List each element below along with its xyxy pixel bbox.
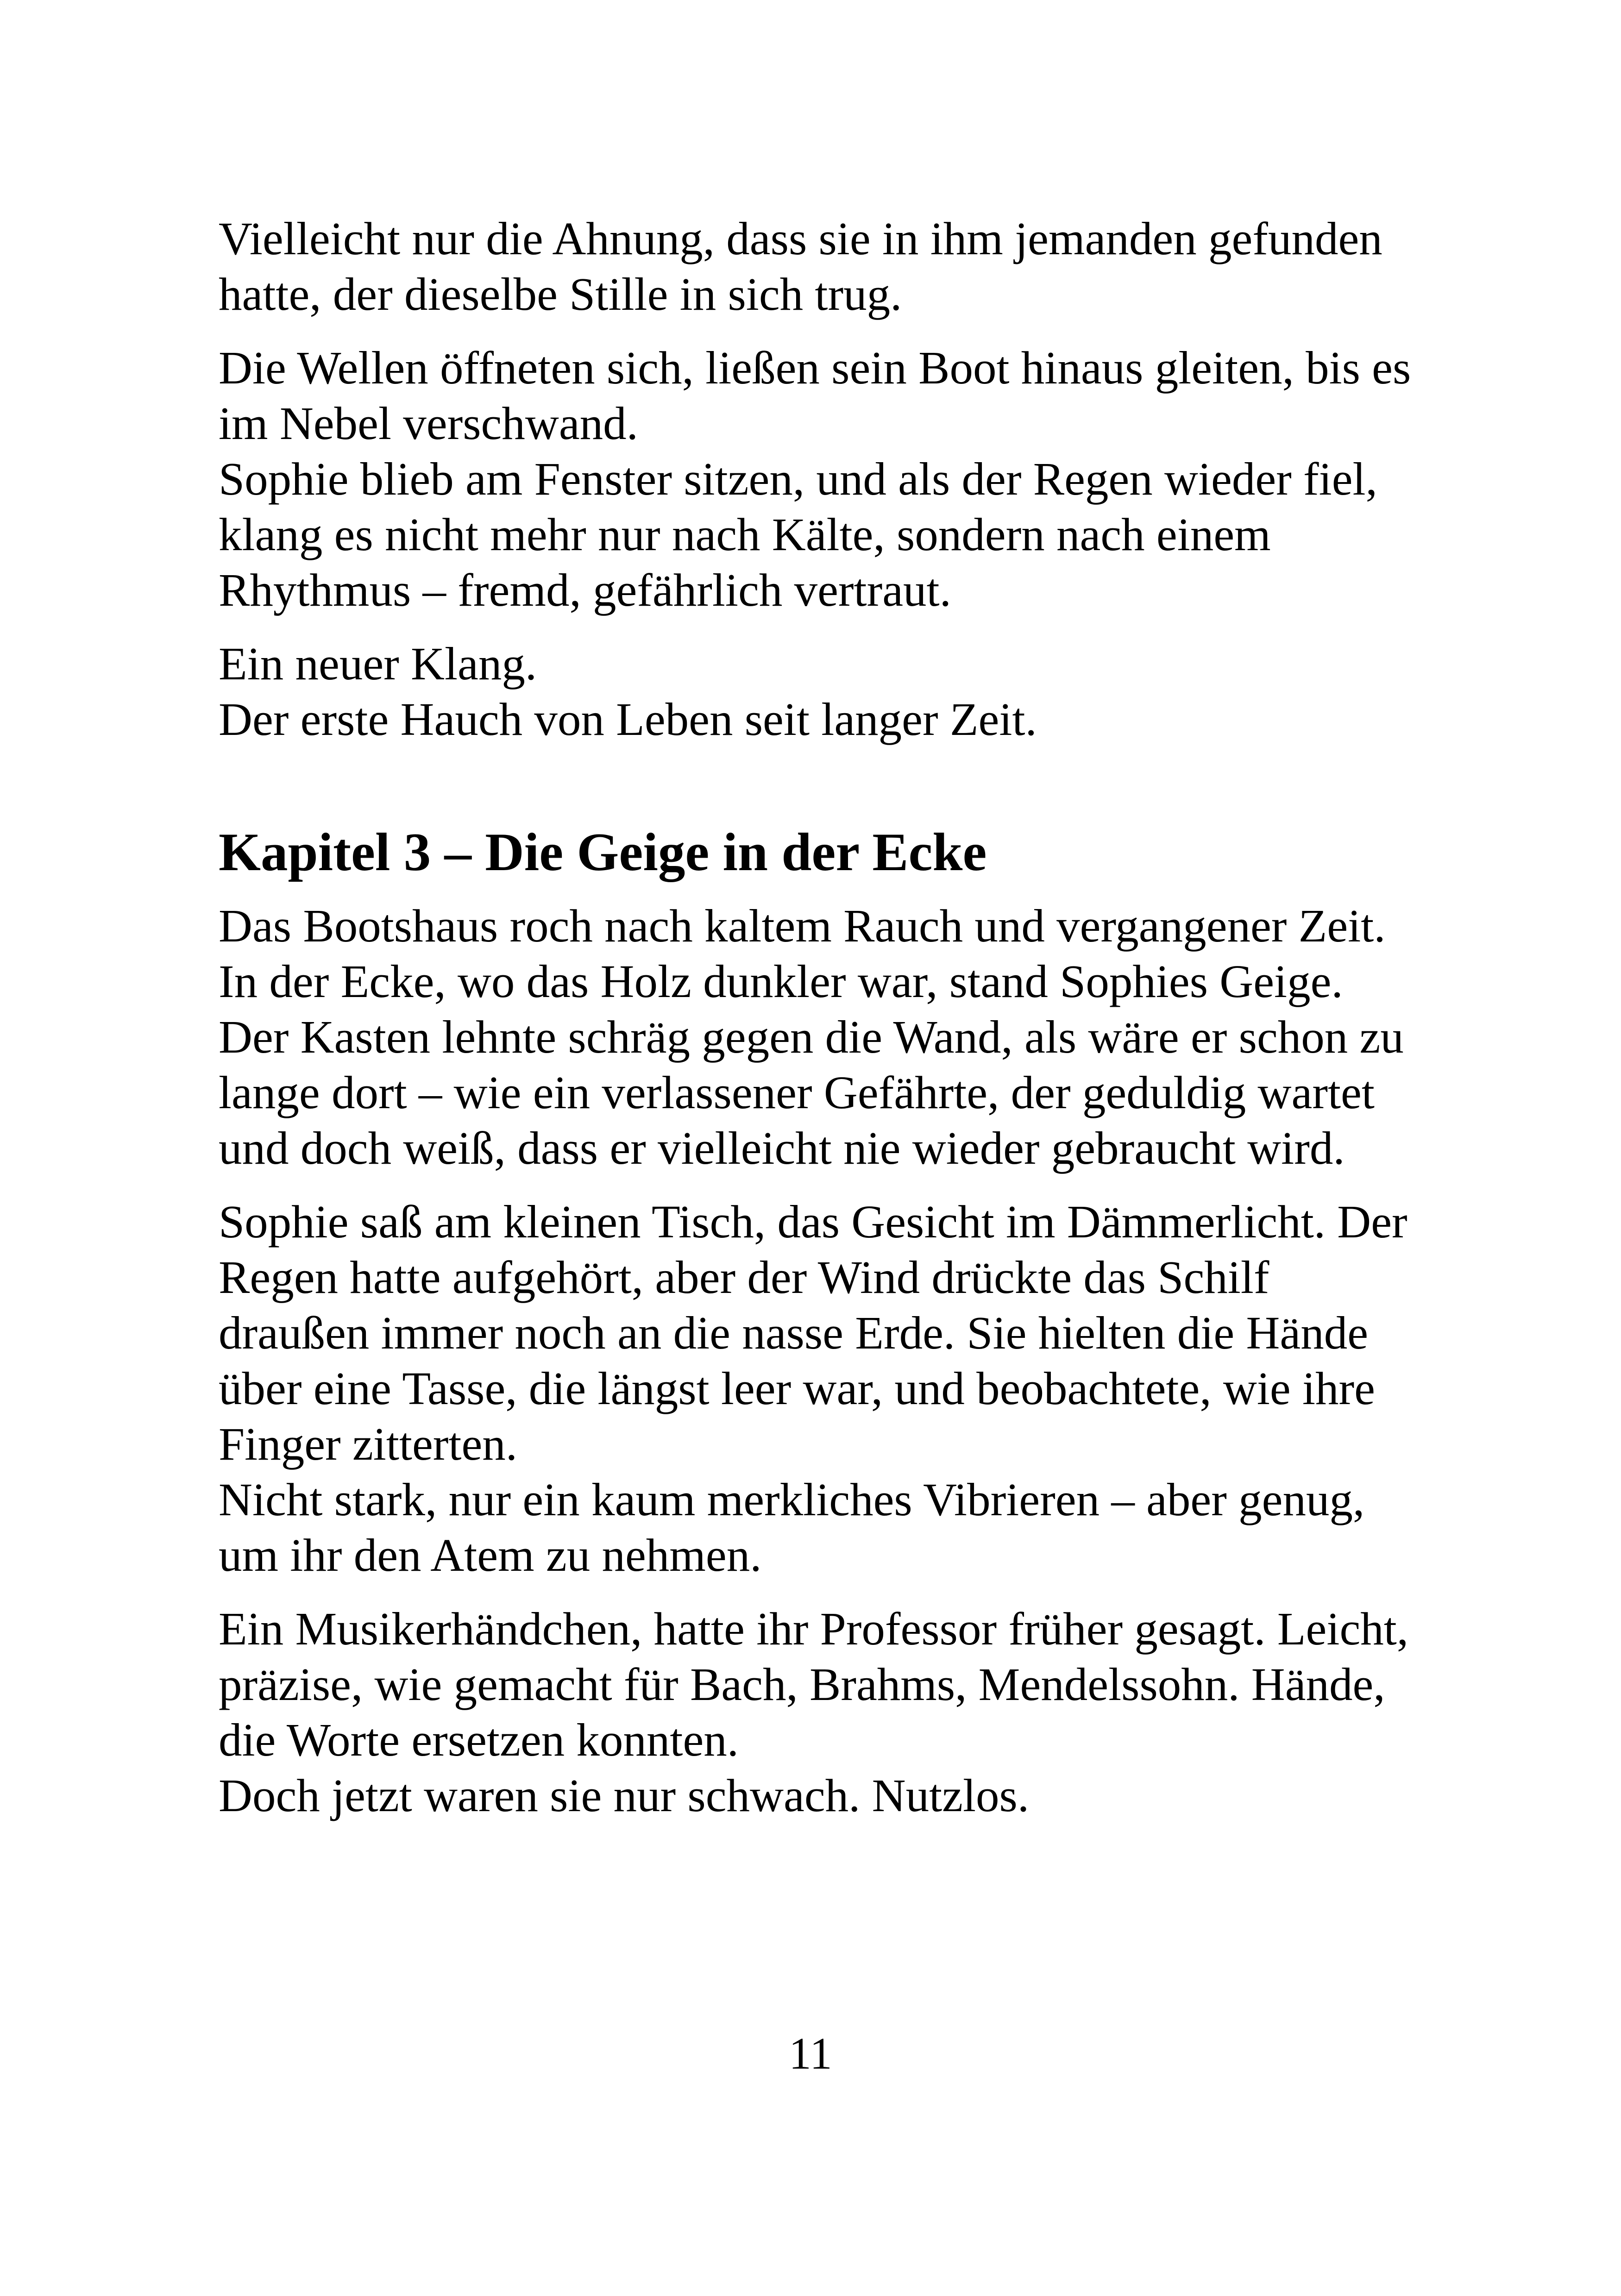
text-line: Regen hatte aufgehört, aber der Wind drückte das Schilf — [219, 1251, 1269, 1303]
text-line: Der erste Hauch von Leben seit langer Zeit. — [219, 693, 1037, 745]
text-line: Finger zitterten. — [219, 1418, 518, 1470]
text-line: Ein Musikerhändchen, hatte ihr Professor früher gesagt. Leicht, — [219, 1603, 1409, 1655]
paragraph — [219, 1194, 1432, 1583]
paragraph — [219, 898, 1432, 1176]
text-line: klang es nicht mehr nur nach Kälte, sondern nach einem — [219, 508, 1271, 560]
chapter-heading: Kapitel 3 – Die Geige in der Ecke — [219, 822, 987, 882]
paragraph — [219, 340, 1432, 618]
text-line: Nicht stark, nur ein kaum merkliches Vibrieren – aber genug, — [219, 1474, 1365, 1525]
text-line: Rhythmus – fremd, gefährlich vertraut. — [219, 564, 951, 616]
text-line: draußen immer noch an die nasse Erde. Sie hielten die Hände — [219, 1307, 1369, 1359]
page-number: 11 — [789, 2029, 832, 2078]
text-line: Der Kasten lehnte schräg gegen die Wand, als wäre er schon zu — [219, 1011, 1404, 1063]
text-line: Ein neuer Klang. — [219, 638, 537, 690]
paragraph — [219, 211, 1432, 322]
text-line: In der Ecke, wo das Holz dunkler war, stand Sophies Geige. — [219, 955, 1343, 1007]
text-line: die Worte ersetzen konnten. — [219, 1714, 739, 1766]
text-line: im Nebel verschwand. — [219, 397, 638, 449]
text-line: Vielleicht nur die Ahnung, dass sie in ihm jemanden gefunden — [219, 213, 1382, 264]
paragraph — [219, 1601, 1432, 1823]
text-line: Doch jetzt waren sie nur schwach. Nutzlos. — [219, 1769, 1030, 1821]
text-column — [219, 211, 1432, 1841]
text-line: um ihr den Atem zu nehmen. — [219, 1529, 762, 1581]
text-line: präzise, wie gemacht für Bach, Brahms, Mendelssohn. Hände, — [219, 1658, 1385, 1710]
text-line: hatte, der dieselbe Stille in sich trug. — [219, 268, 902, 320]
text-line: Sophie blieb am Fenster sitzen, und als der Regen wieder fiel, — [219, 453, 1377, 505]
text-line: Das Bootshaus roch nach kaltem Rauch und vergangener Zeit. — [219, 900, 1386, 952]
text-line: Die Wellen öffneten sich, ließen sein Boot hinaus gleiten, bis es — [219, 342, 1411, 394]
text-line: über eine Tasse, die längst leer war, und beobachtete, wie ihre — [219, 1362, 1375, 1414]
paragraph — [219, 636, 1432, 747]
text-line: Sophie saß am kleinen Tisch, das Gesicht im Dämmerlicht. Der — [219, 1196, 1407, 1248]
text-line: und doch weiß, dass er vielleicht nie wieder gebraucht wird. — [219, 1122, 1345, 1174]
text-line: lange dort – wie ein verlassener Gefährte, der geduldig wartet — [219, 1066, 1375, 1118]
